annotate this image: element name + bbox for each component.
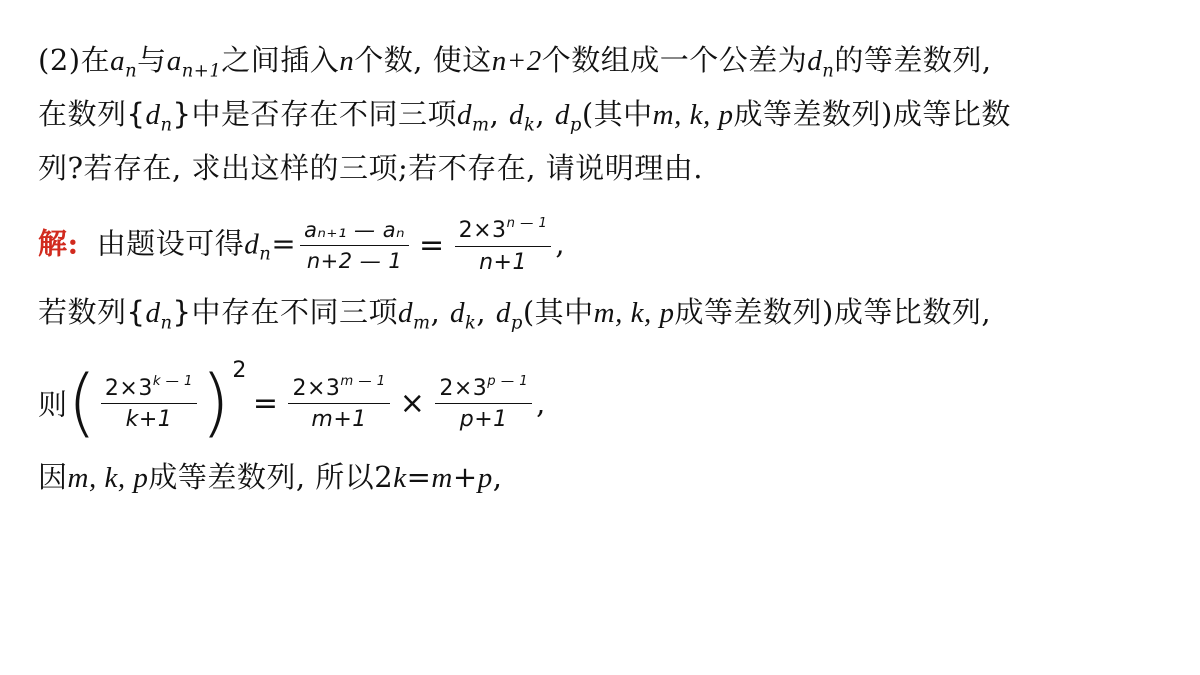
var-k: k	[393, 462, 407, 494]
sub-n: n	[125, 60, 138, 82]
text: 成等差数列, 所以2	[148, 460, 394, 494]
text: 列?若存在, 求出这样的三项;若不存在, 请说明理由.	[38, 151, 703, 185]
square-exponent: 2	[232, 358, 247, 383]
fraction-numerator	[288, 374, 389, 405]
equals: =	[252, 385, 279, 421]
fraction-dk	[101, 374, 197, 433]
var-d: d	[554, 99, 570, 131]
right-paren: )	[200, 360, 231, 446]
text: (其中	[522, 295, 594, 329]
solution-line-4	[38, 455, 502, 496]
vars-mkp: m, k, p	[67, 462, 149, 494]
equals: =	[406, 460, 432, 494]
var-d: d	[145, 99, 161, 131]
var-m: m	[431, 462, 453, 494]
times: ×	[399, 385, 426, 421]
plus: +	[452, 460, 478, 494]
var-d: d	[398, 297, 414, 329]
fraction-numerator: aₙ₊₁ — aₙ	[300, 218, 409, 246]
comma: ,	[430, 295, 450, 329]
var-a: a	[166, 45, 182, 77]
text: 之间插入	[221, 43, 340, 77]
equals: =	[418, 227, 445, 263]
text: 若数列	[38, 295, 127, 329]
text: 与	[137, 43, 167, 77]
text: (2)在	[38, 43, 111, 77]
solution-line-3	[38, 358, 546, 446]
sub-n: n	[259, 243, 272, 265]
fraction-denominator: n+1	[479, 249, 527, 275]
left-brace: {	[126, 295, 146, 329]
base: 2×3	[439, 375, 488, 401]
problem-line-3	[38, 146, 703, 187]
sub-m: m	[472, 114, 490, 136]
text: 中存在不同三项	[191, 295, 399, 329]
sub-n-plus-1: n+1	[181, 60, 222, 82]
comma: ,	[476, 295, 496, 329]
fraction-denominator: k+1	[125, 407, 173, 433]
fraction-numerator	[101, 374, 197, 405]
var-d: d	[509, 99, 524, 131]
var-d: d	[450, 297, 465, 329]
solution-label: 解:	[38, 226, 79, 261]
fraction-denominator: p+1	[459, 407, 508, 433]
base: 2×3	[104, 375, 153, 401]
base: 2×3	[292, 375, 341, 401]
exponent: n — 1	[506, 216, 548, 231]
text: 由题设可得	[96, 226, 245, 261]
var-d: d	[807, 45, 823, 77]
fraction-dp	[435, 374, 532, 433]
right-brace: }	[172, 97, 192, 131]
equals: =	[271, 226, 297, 261]
sub-m: m	[413, 312, 431, 334]
text: (其中	[581, 97, 653, 131]
sub-p: p	[510, 312, 523, 334]
text: 中是否存在不同三项	[191, 97, 458, 131]
comma: ,	[489, 97, 509, 131]
text: 因	[38, 460, 68, 494]
sub-n: n	[822, 60, 835, 82]
sub-n: n	[160, 312, 173, 334]
exponent: k — 1	[152, 373, 193, 389]
text: 个数组成一个公差为	[541, 43, 808, 77]
vars-mkp: m, k, p	[593, 297, 675, 329]
fraction-denominator: m+1	[311, 407, 367, 433]
comma: ,	[535, 97, 555, 131]
sub-k: k	[524, 114, 536, 136]
solution-line-1	[38, 216, 565, 275]
fraction-dm	[288, 374, 389, 433]
text: 个数, 使这	[354, 43, 492, 77]
fraction-numerator	[435, 374, 532, 405]
sub-n: n	[160, 114, 173, 136]
exponent: m — 1	[340, 373, 386, 389]
text: 成等差数列)成等比数	[733, 97, 1011, 131]
fraction-denominator: n+2 — 1	[306, 248, 403, 273]
var-d: d	[457, 99, 473, 131]
sub-p: p	[569, 114, 582, 136]
left-brace: {	[126, 97, 146, 131]
fraction-dn	[455, 216, 552, 275]
problem-line-2	[38, 92, 1011, 135]
vars-mkp: m, k, p	[652, 99, 734, 131]
var-p: p	[477, 462, 493, 494]
var-d: d	[495, 297, 511, 329]
sub-k: k	[465, 312, 477, 334]
solution-line-2	[38, 290, 991, 333]
var-a: a	[110, 45, 126, 77]
exponent: p — 1	[487, 373, 529, 389]
text: 的等差数列,	[834, 43, 992, 77]
comma: ,	[555, 226, 566, 261]
expr-n-plus-2: n+2	[491, 45, 542, 77]
text: 在数列	[38, 97, 127, 131]
fraction-numerator	[455, 216, 552, 247]
text: 则	[38, 387, 68, 422]
right-brace: }	[172, 295, 192, 329]
text: 成等差数列)成等比数列,	[674, 295, 992, 329]
problem-line-1	[38, 38, 992, 81]
var-d: d	[145, 297, 161, 329]
var-d: d	[244, 228, 260, 261]
var-n: n	[339, 45, 355, 77]
base: 2×3	[458, 217, 507, 243]
comma: ,	[492, 460, 503, 494]
left-paren: (	[67, 360, 97, 446]
comma: ,	[536, 386, 546, 420]
fraction-difference	[300, 218, 409, 273]
